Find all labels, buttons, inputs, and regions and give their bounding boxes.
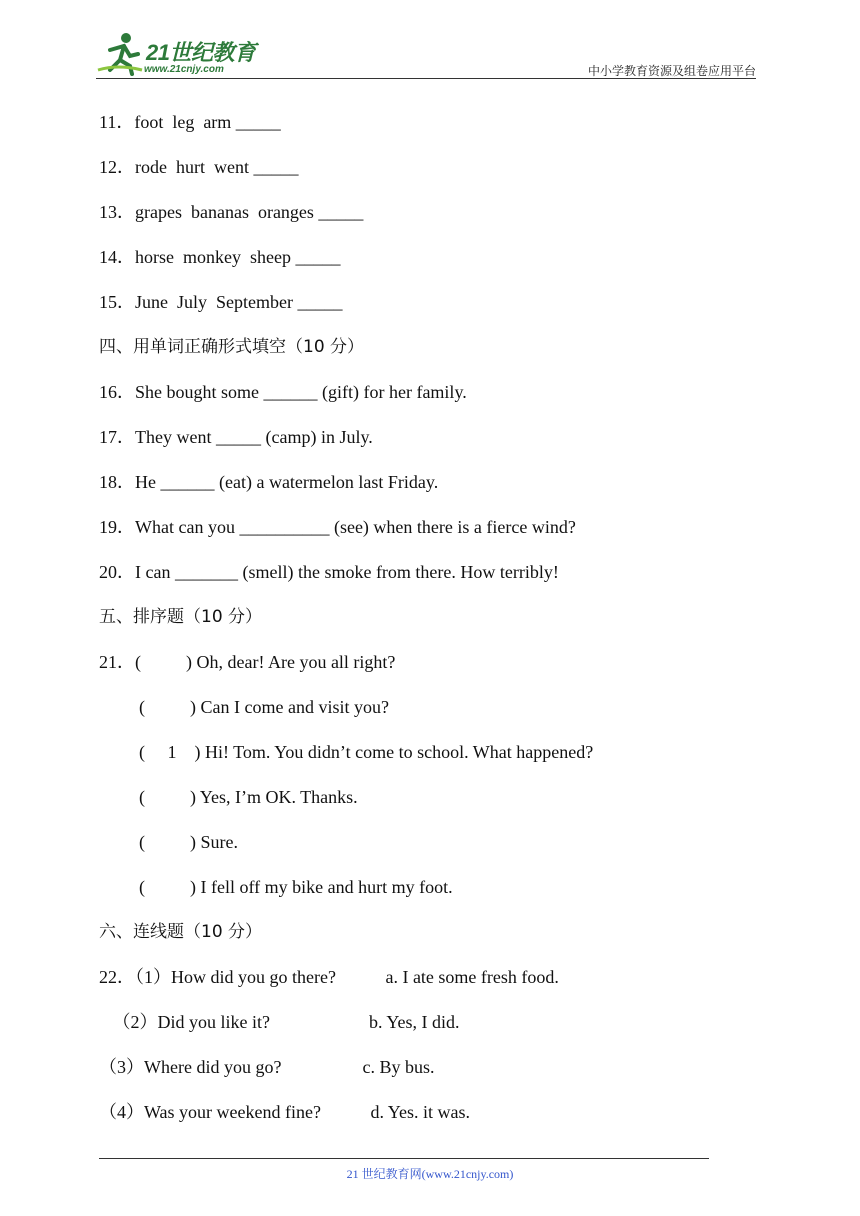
question-line: ( 1 ) Hi! Tom. You didn’t come to school. What happened? — [139, 742, 594, 762]
question-line: （2）Did you like it? b. Yes, I did. — [99, 1012, 460, 1032]
question-line: 12．rode hurt went _____ — [99, 157, 299, 177]
section-heading: 五、排序题（10 分） — [99, 607, 263, 627]
question-line: 19．What can you __________ (see) when there is a fierce wind? — [99, 517, 576, 537]
question-line: 21．( ) Oh, dear! Are you all right? — [99, 652, 396, 672]
question-line: （4）Was your weekend fine? d. Yes. it was. — [99, 1102, 470, 1122]
question-line: 20．I can _______ (smell) the smoke from there. How terribly! — [99, 562, 559, 582]
question-line: 15．June July September _____ — [99, 292, 343, 312]
logo-text: 21世纪教育 — [146, 40, 256, 65]
runner-logo-icon — [96, 30, 144, 76]
question-line: 11．foot leg arm _____ — [99, 112, 281, 132]
section-heading: 六、连线题（10 分） — [99, 922, 263, 942]
question-line: ( ) Yes, I’m OK. Thanks. — [139, 787, 358, 807]
section-heading: 四、用单词正确形式填空（10 分） — [99, 337, 365, 357]
header-tagline: 中小学教育资源及组卷应用平台 — [587, 64, 756, 78]
question-line: 14．horse monkey sheep _____ — [99, 247, 341, 267]
logo-url: www.21cnjy.com — [144, 64, 224, 75]
header-divider — [96, 78, 756, 79]
question-line: ( ) Sure. — [139, 832, 238, 852]
question-line: 13．grapes bananas oranges _____ — [99, 202, 364, 222]
question-line: （3）Where did you go? c. By bus. — [99, 1057, 435, 1077]
question-line: ( ) Can I come and visit you? — [139, 697, 389, 717]
question-line: 22．（1）How did you go there? a. I ate some fresh food. — [99, 967, 559, 987]
question-line: 17．They went _____ (camp) in July. — [99, 427, 373, 447]
question-line: 16．She bought some ______ (gift) for her family. — [99, 382, 467, 402]
logo — [96, 30, 266, 78]
question-line: ( ) I fell off my bike and hurt my foot. — [139, 877, 453, 897]
footer-divider — [99, 1158, 709, 1159]
page-header — [96, 30, 756, 78]
question-line: 18．He ______ (eat) a watermelon last Friday. — [99, 472, 439, 492]
footer-text: 21 世纪教育网(www.21cnjy.com) — [346, 1167, 514, 1181]
